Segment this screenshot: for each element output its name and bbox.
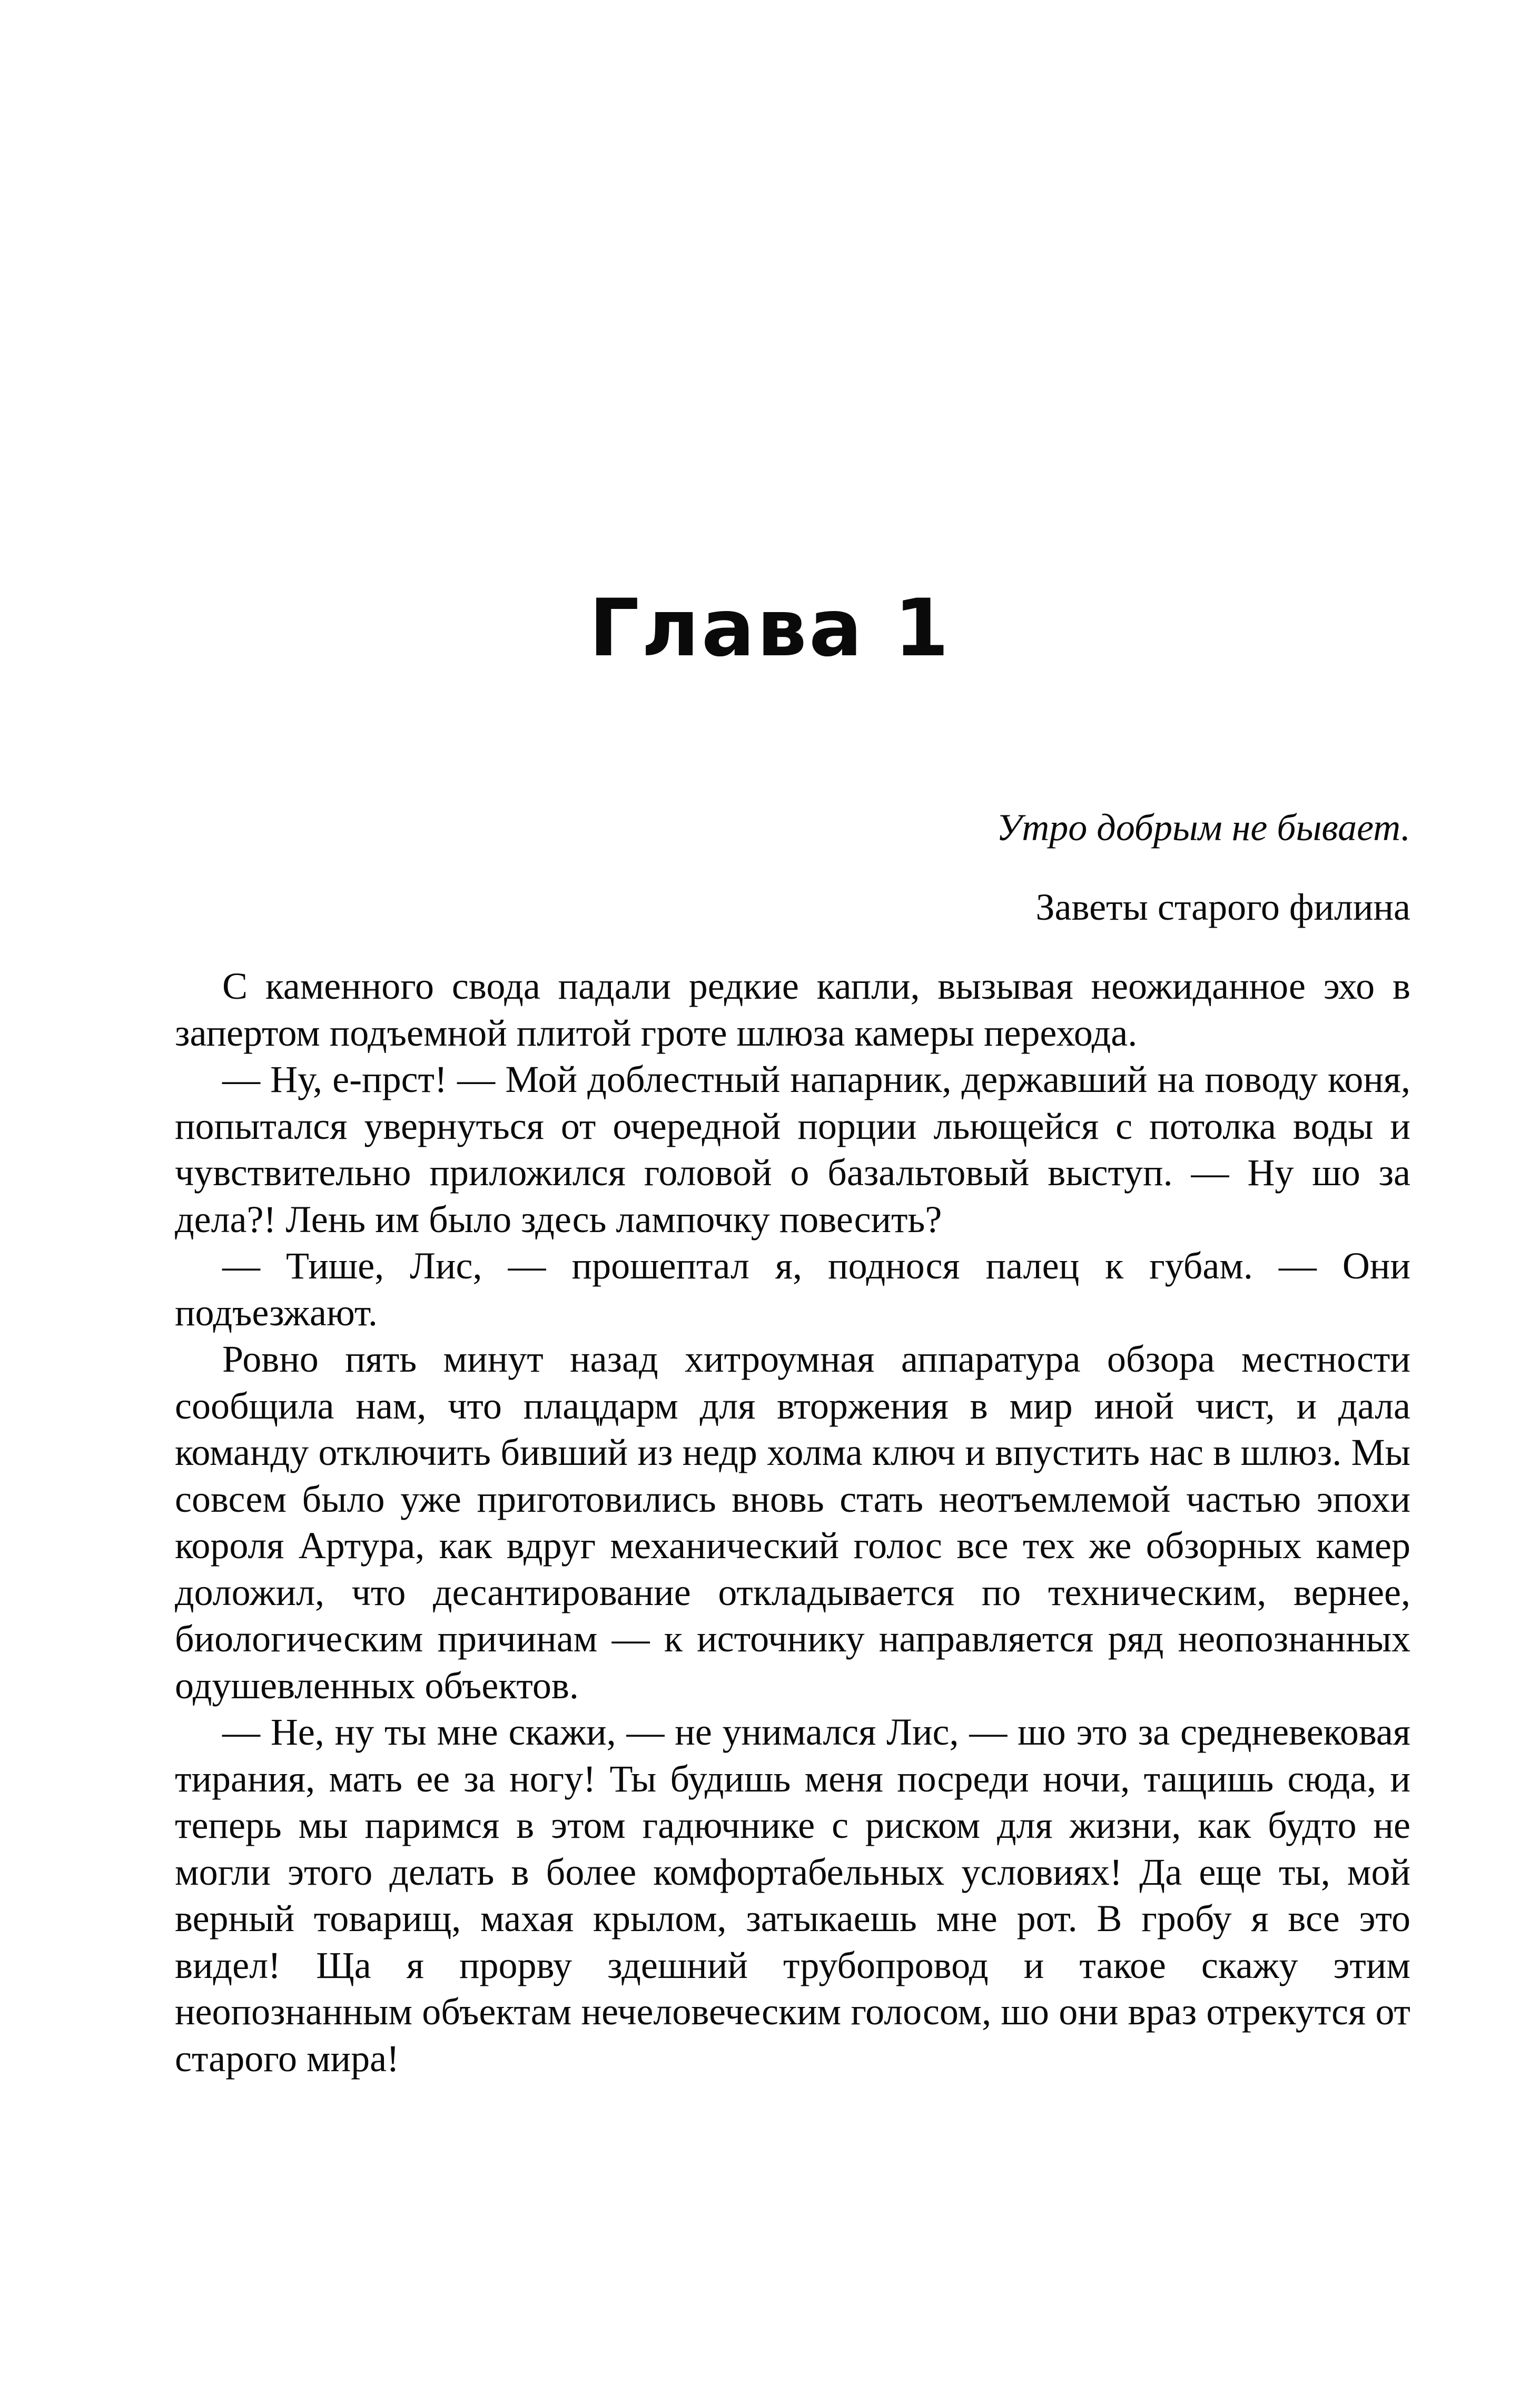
paragraph: — Тише, Лис, — прошептал я, поднося палец к губам. — Они подъезжают.	[175, 1245, 1410, 1334]
epigraph-source: Заветы старого филина	[1035, 886, 1410, 928]
chapter-body	[175, 963, 1410, 2082]
chapter-title: Глава 1	[589, 583, 951, 674]
paragraph: — Ну, е-прст! — Мой доблестный напарник, державший на поводу коня, попытался увернуться от очередной порции льющейся с потолка воды и чувствительно приложился головой о базальтовый выступ. — Ну шо за дела?! Лень им было здесь лампочку повесить?	[175, 1058, 1410, 1241]
paragraph: С каменного свода падали редкие капли, вызывая неожиданное эхо в запертом подъемной плитой гроте шлюза камеры перехода.	[175, 965, 1410, 1054]
paragraph: Ровно пять минут назад хитроумная аппаратура обзора местности сообщила нам, что плацдарм для вторжения в мир иной чист, и дала команду отключить бивший из недр холма ключ и впустить нас в шлюз. Мы совсем было уже приготовились вновь стать неотъемлемой частью эпохи короля Артура, как вдруг механический голос все тех же обзорных камер доложил, что десантирование откладывается по техническим, вернее, биологическим причинам — к источнику направляется ряд неопознанных одушевленных объектов.	[175, 1338, 1410, 1707]
paragraph: — Не, ну ты мне скажи, — не унимался Лис, — шо это за средневековая тирания, мать ее за ногу! Ты будишь меня посреди ночи, тащишь сюда, и теперь мы паримся в этом гадючнике с риском для жизни, как будто не могли этого делать в более комфортабельных условиях! Да еще ты, мой верный товарищ, махая крылом, затыкаешь мне рот. В гробу я все это видел! Ща я прорву здешний трубопровод и такое скажу этим неопознанным объектам нечеловеческим голосом, шо они враз отрекутся от старого мира!	[175, 1711, 1410, 2080]
epigraph-quote: Утро добрым не бывает.	[996, 806, 1410, 849]
